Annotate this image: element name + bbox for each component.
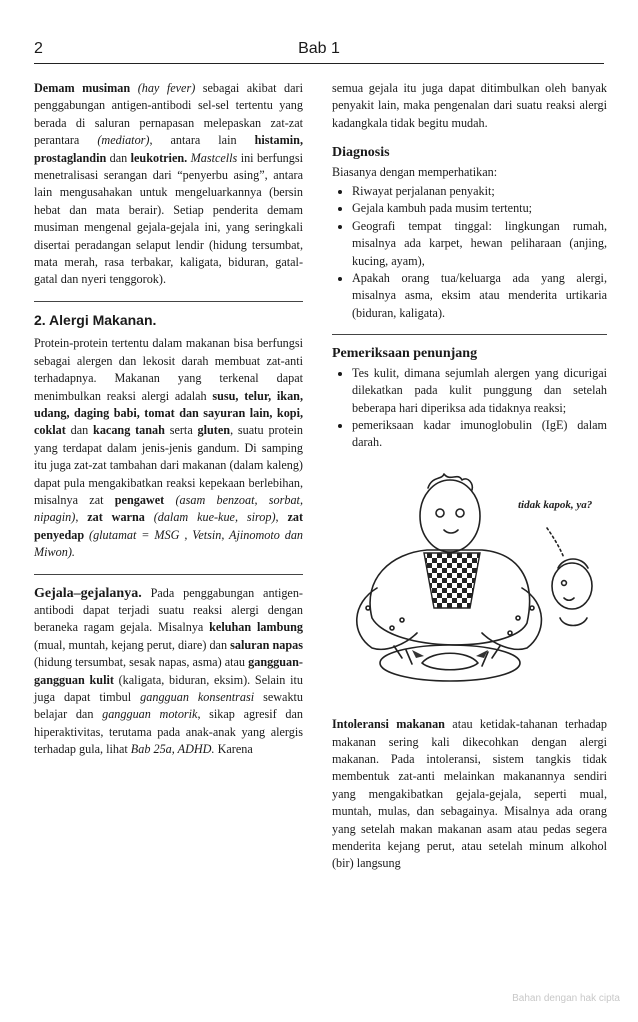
text-run: keluhan lambung [209,620,304,635]
text-run: (mediator) [97,133,150,148]
paragraph-symptoms [34,585,303,759]
man-hair [428,474,472,490]
crayfish [422,653,478,670]
text-run: zat penyedap [34,510,303,542]
text-run: Intoleransi makanan [332,717,445,732]
list-item: • Geografi tempat tinggal: lingkungan rumah, misalnya ada karpet, hewan peliharaan (anjing, kucing, ayam), [352,218,607,270]
paragraph-food-allergens [34,335,303,561]
text-run: saluran napas [230,637,303,652]
text-run: Karena [214,742,253,757]
text-run [145,510,154,524]
diagnosis-list [332,183,607,322]
text-run: (hay fever) [137,81,196,95]
text-run: , suatu protein yang terdapat dalam jenis-jenis gandum. Di samping itu juga zat-zat tambahan dari makanan (dalam kaleng) dapat pula mengakibatkan reaksi kepekaan berlebihan, misalnya zat [34,423,303,507]
paragraph-intolerance [332,716,607,873]
text-run: dan [65,423,94,438]
text-run: , sikap agresif dan hiperaktivitas, terutama pada anak-anak yang alergis terhadap gula, lihat [34,707,304,757]
text-run: Bab 25a, ADHD. [130,742,215,757]
text-run: dan [106,150,131,165]
list-item: • Riwayat perjalanan penyakit; [352,183,607,200]
exam-list [332,365,607,452]
heading-diagnosis: Diagnosis [332,145,390,161]
right-column [332,80,607,873]
text-run: gangguan-gangguan kulit [34,655,303,687]
text-run: (hidung tersumbat, sesak napas, asma) atau [34,655,249,670]
text-run: gangguan motorik [102,707,198,722]
copyright-watermark: Bahan dengan hak cipta [512,993,620,1004]
text-run: (glutamat = MSG , Vetsin, Ajinomoto dan Miwon). [34,527,304,560]
left-column [34,80,303,759]
text-run: gluten [197,423,231,438]
text-run: susu, telur, ikan, udang, daging babi, tomat dan sayuran lain, kopi, coklat [34,388,303,438]
checkered-scarf [424,553,480,608]
list-item: • Tes kulit, dimana sejumlah alergen yang dicurigai dilekatkan pada kulit punggung dan setelah beberapa hari diperiksa ada tidaknya reaksi; [352,365,607,417]
text-run: , [275,510,288,525]
text-run: Mastcells [190,150,238,165]
page-number: 2 [34,40,43,57]
text-run: gangguan konsentrasi [140,690,255,704]
list-item: • Gejala kambuh pada musim tertentu; [352,200,607,217]
text-run: histamin, prostaglandin [34,133,303,165]
man-head [420,480,480,552]
text-run: atau ketidak-tahanan terhadap makanan sering kali dikecohkan dengan alergi makanan. Pada intoleransi, sistem tangkis tidak membentuk zat-anti melainkan makanannya sendiri yang mengakibatkan gejala-gejala, seperti mual, muntah, mulas, dan sebagainya. Misalnya ada orang yang setelah makan makanan asam atau pedas segera menderita kejang perut, atau setelah minum alkohol (bir) langsung [332,717,607,871]
child-head [552,563,592,609]
diagnosis-intro: Biasanya dengan memperhatikan: [332,164,498,179]
text-run: Gejala–gejalanya. [34,585,142,601]
section-divider [34,301,303,302]
list-item: • Apakah orang tua/keluarga ada yang alergi, misalnya asma, eksim atau menderita urtikaria (biduran, kaligata). [352,270,607,322]
text-run: (kaligata, biduran, eksim). Selain itu juga dapat timbul [34,672,303,704]
text-run: kacang tanah [93,423,165,438]
text-run: (dalam kue-kue, sirop) [153,510,276,525]
dinner-plate [380,645,520,681]
section-divider [332,334,607,335]
text-run: Protein-protein tertentu dalam makanan bisa berfungsi sebagai alergen dan lekosit darah membuat zat-anti terhadapnya. Makanan yang terkenal dapat menimbulkan reaksi alergi adalah [34,336,303,403]
text-run: zat warna [87,510,145,525]
text-run: pengawet [114,492,165,507]
text-run: sewaktu belajar dan [34,690,304,722]
man-right-arm [482,588,541,649]
heading-food-allergy: 2. Alergi Makanan. [34,311,157,328]
text-run: , [75,510,88,525]
text-run: semua gejala itu juga dapat ditimbulkan oleh banyak penyakit lain, maka pengenalan dari suatu reaksi alergi kadangkala tidak begitu mudah. [332,81,607,130]
man-left-arm [357,588,417,649]
page-header [34,40,604,62]
text-run: ini berfungsi menetralisasi serangan dari “penyerbu asing”, antara lain mengusahakan untuk mengeluarkannya (bersin hebat dan mata berair). Setiap penderita demam musiman mengenal gejala-gejala ini, yang seringkali disertai peradangan selaput lendir (hidung tersumbat, mata merah, rasa terbakar, kaligata, biduran, gatal-gatal dan nyeri tenggorok). [34,150,303,287]
section-divider [34,574,303,575]
text-run: sebagai akibat dari penggabungan antigen-antibodi sel-sel tertentu yang berada di saluran pernapasan melepaskan zat-zat perantara [34,81,303,148]
list-item: • pemeriksaan kadar imunoglobulin (IgE) dalam darah. [352,417,607,452]
text-run: leukotrien. [130,150,188,165]
text-run [130,81,138,95]
illustration-caption: tidak kapok, ya? [518,498,593,511]
text-run: serta [164,423,198,438]
text-run [164,493,175,507]
paragraph-continued [332,80,607,132]
text-run: Demam musiman [34,81,131,95]
heading-supporting-exams: Pemeriksaan penunjang [332,346,478,362]
text-run: (asam benzoat, sorbat, nipagin) [34,492,303,525]
paragraph-hay-fever [34,80,303,289]
chapter-title: Bab 1 [298,40,340,57]
header-rule [34,63,604,64]
text-run: (mual, muntah, kejang perut, diare) dan [34,637,231,652]
text-run: , antara lain [149,133,255,148]
cartoon-illustration [332,458,607,703]
text-run: Pada penggabungan antigen-antibodi dapat terjadi suatu reaksi alergi dengan beraneka ragam gejala. Misalnya [34,585,303,635]
